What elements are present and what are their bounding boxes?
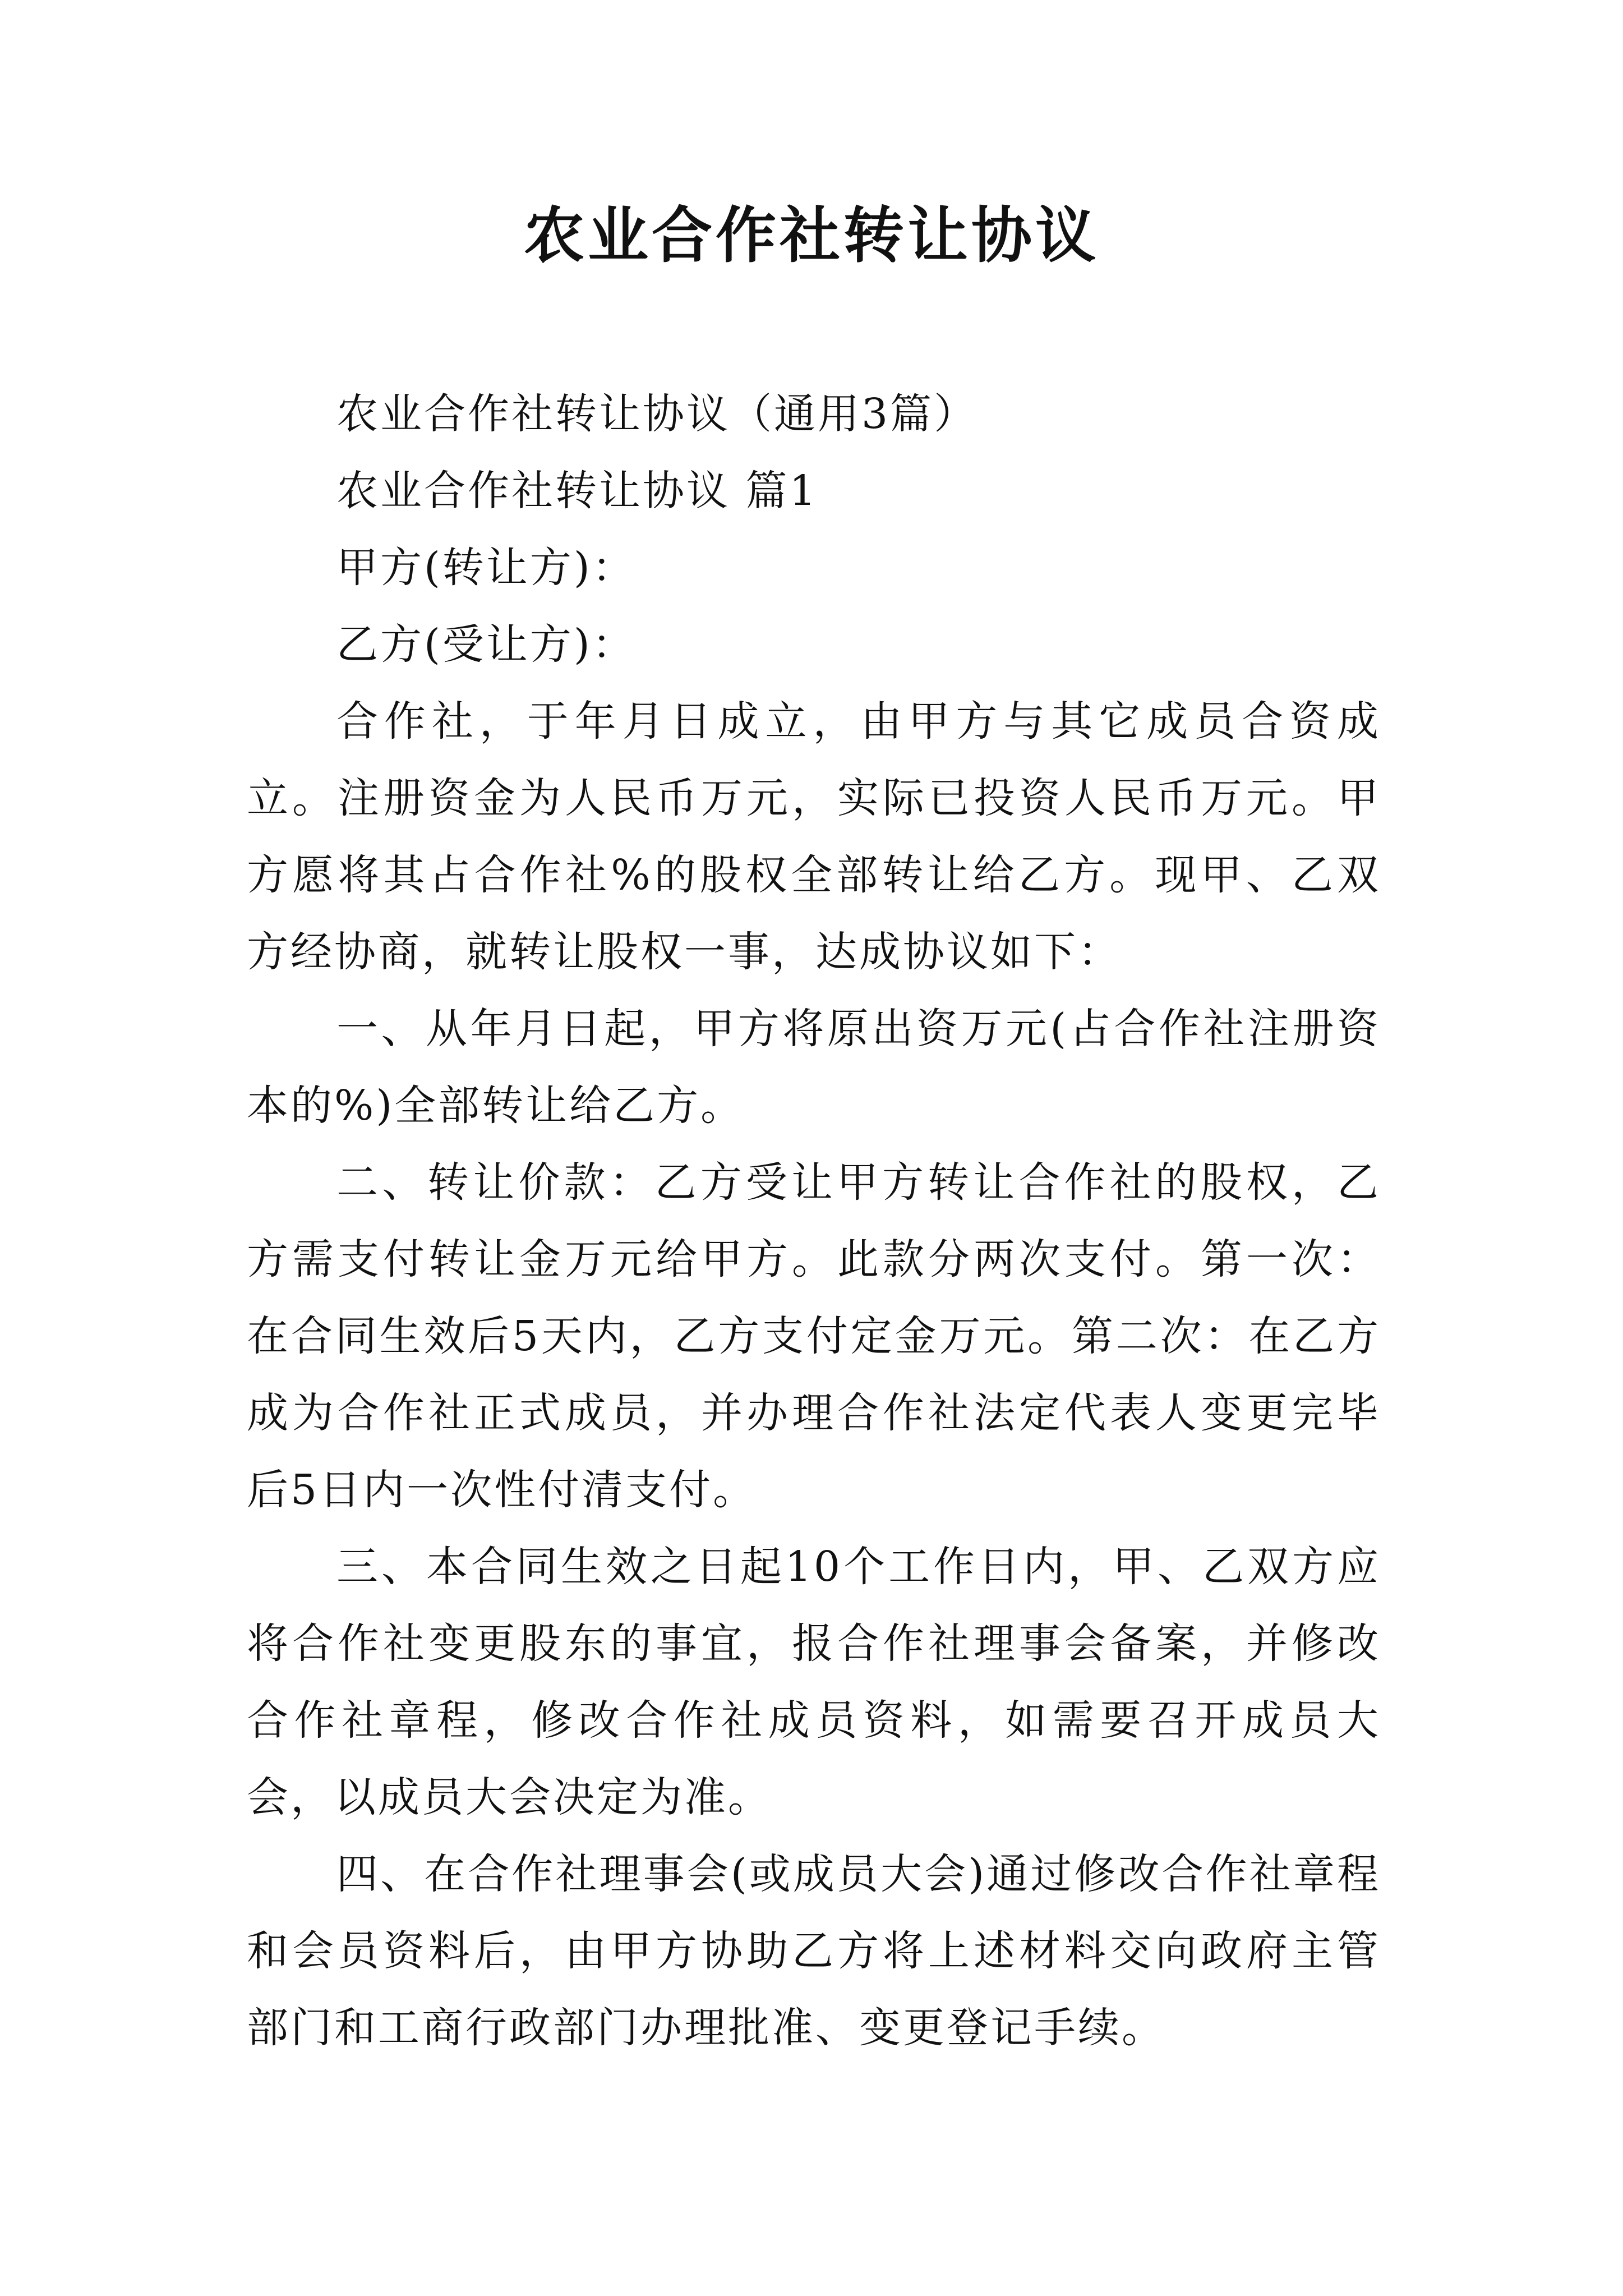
subtitle-paragraph: 农业合作社转让协议（通用3篇）	[336, 390, 978, 438]
clause-3-paragraph: 三、本合同生效之日起10个工作日内，甲、乙双方应将合作社变更股东的事宜，报合作社理事会备案，并修改合作社章程，修改合作社成员资料，如需要召开成员大会，以成员大会决定为准。	[247, 1543, 1381, 1821]
clause-1-paragraph: 一、从年月日起，甲方将原出资万元(占合作社注册资本的%)全部转让给乙方。	[247, 1005, 1381, 1130]
party-b-line: 乙方(受让方)：	[336, 620, 636, 669]
document-title: 农业合作社转让协议	[523, 200, 1099, 271]
clause-2-paragraph: 二、转让价款：乙方受让甲方转让合作社的股权，乙方需支付转让金万元给甲方。此款分两次支付。第一次：在合同生效后5天内，乙方支付定金万元。第二次：在乙方成为合作社正式成员，并办理合作社法定代表人变更完毕后5日内一次性付清支付。	[247, 1158, 1381, 1514]
document-body	[247, 376, 1381, 2067]
party-a-line: 甲方(转让方)：	[336, 544, 636, 592]
intro-paragraph: 合作社，于年月日成立，由甲方与其它成员合资成立。注册资金为人民币万元，实际已投资人民币万元。甲方愿将其占合作社%的股权全部转让给乙方。现甲、乙双方经协商，就转让股权一事，达成协议如下：	[247, 697, 1381, 976]
section-heading: 农业合作社转让协议 篇1	[336, 467, 818, 515]
clause-4-paragraph: 四、在合作社理事会(或成员大会)通过修改合作社章程和会员资料后，由甲方协助乙方将上述材料交向政府主管部门和工商行政部门办理批准、变更登记手续。	[247, 1850, 1381, 2052]
